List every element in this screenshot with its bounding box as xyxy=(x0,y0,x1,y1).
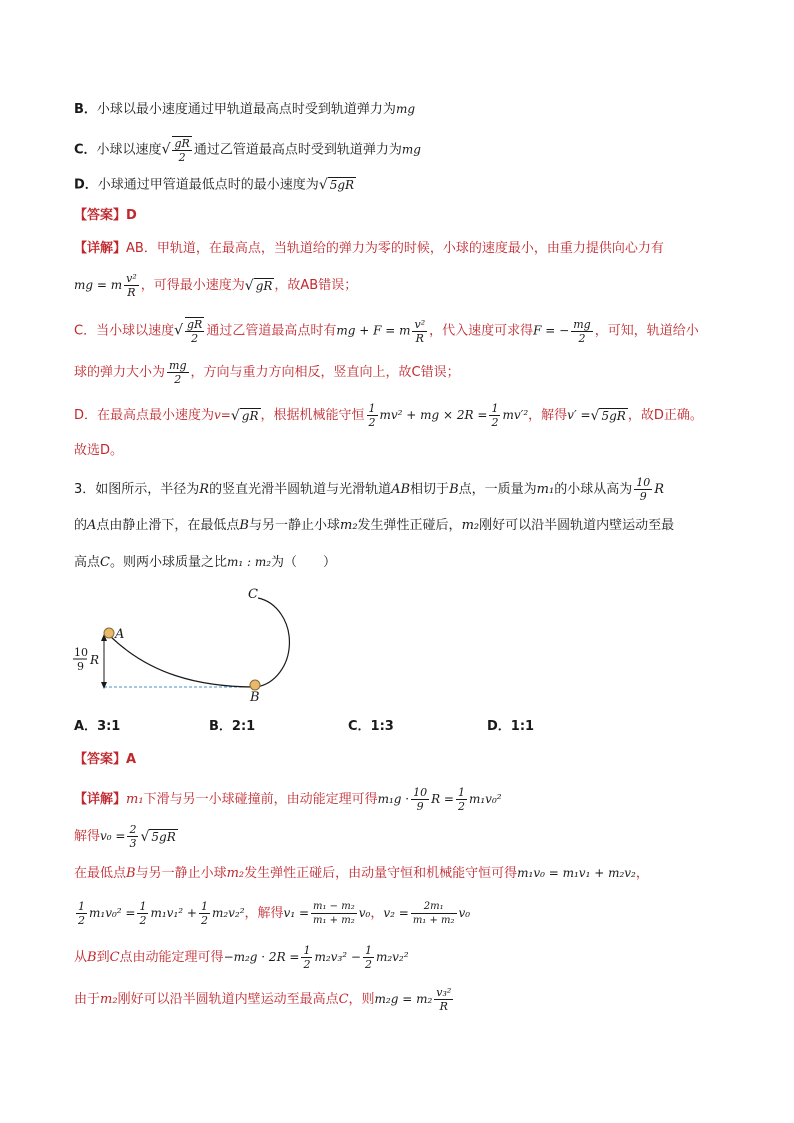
question-text: 3．如图所示，半径为 xyxy=(74,482,200,497)
frac-num: v² xyxy=(126,272,137,285)
detail-text: 点由动能定理可得 xyxy=(119,950,224,965)
math-expr: m₂g = m₂ xyxy=(374,992,433,1006)
math-expr: m₂v₂² xyxy=(375,950,409,964)
option-b xyxy=(74,98,415,121)
question-text: 为（ ） xyxy=(271,555,337,570)
height-label-num: 10 xyxy=(74,646,88,659)
frac-num: 1 xyxy=(457,786,465,799)
math-expr: m₂v₃² − xyxy=(314,950,361,964)
answer-value: A xyxy=(126,752,137,767)
frac-den: 2 xyxy=(368,416,376,429)
sqrt-expr: √ gR xyxy=(244,277,273,294)
math-var: m₂ xyxy=(100,992,118,1007)
math-var: B xyxy=(126,866,136,881)
frac-den: 2 xyxy=(457,800,465,813)
question-3-line-3 xyxy=(74,551,336,574)
frac-num: mg xyxy=(169,359,187,372)
detail-text: ，故D正确。 xyxy=(627,408,703,423)
frac-den: 2 xyxy=(78,914,85,927)
frac-den: 9 xyxy=(639,490,647,503)
detail-text: 故选D。 xyxy=(74,443,124,458)
detail-2-line-1 xyxy=(74,786,502,813)
frac-den: R xyxy=(415,331,424,345)
sqrt-expr: √ gR xyxy=(230,407,259,424)
math-expr: m₁v₀² xyxy=(468,792,502,806)
frac-den: R xyxy=(439,1000,448,1013)
frac-num: mg xyxy=(573,317,591,331)
sqrt-expr: √ $\frac{gR}{2}$ xyxy=(174,318,203,345)
math-var: B xyxy=(449,482,459,497)
detail-text: ， xyxy=(370,906,384,921)
math-expr: mg = m xyxy=(74,278,123,292)
detail-2-line-4 xyxy=(74,900,470,927)
sqrt-arg: 5gR xyxy=(329,178,355,192)
frac-num: 1 xyxy=(491,402,499,415)
detail-2-line-3 xyxy=(74,862,649,885)
label-c: C xyxy=(248,587,258,602)
question-text: 刚好可以沿半圆轨道内壁运动至最 xyxy=(479,518,675,533)
math-expr: m₁v₁² + xyxy=(150,906,197,920)
detail-tag: 【详解】 xyxy=(74,792,127,807)
math-expr: mg xyxy=(395,102,415,116)
option-text: 通过乙管道最高点时受到轨道弹力为 xyxy=(193,142,402,158)
sqrt-arg: gR xyxy=(255,278,273,293)
math-expr: v₀ xyxy=(458,906,471,920)
answer-2 xyxy=(74,749,136,771)
math-var: m₂ xyxy=(340,518,358,533)
math-expr: m₁v₀² = xyxy=(89,906,136,920)
choice-value: 1:3 xyxy=(370,719,394,734)
choice-c[interactable] xyxy=(348,716,394,738)
math-expr: m₁v₀ = m₁v₁ + m₂v₂ xyxy=(517,866,636,880)
frac-num: 1 xyxy=(368,402,376,415)
choice-label: C． xyxy=(348,719,371,734)
math-expr: m₁ : m₂ xyxy=(226,555,272,569)
detail-text: ，则 xyxy=(348,992,375,1007)
sqrt-arg: gR xyxy=(241,408,259,423)
frac-num: 10 xyxy=(636,476,651,489)
frac-den: 2 xyxy=(491,416,499,429)
detail-text: 到 xyxy=(96,950,110,965)
frac-num: 1 xyxy=(364,944,372,957)
detail-text: 下滑与另一小球碰撞前，由动能定理可得 xyxy=(143,792,378,807)
detail-text: 解得 xyxy=(74,829,101,844)
detail-1-line-3 xyxy=(74,317,699,345)
frac-den: 2 xyxy=(364,958,372,971)
frac-den: 2 xyxy=(178,151,186,164)
frac-num: v₃² xyxy=(436,986,452,999)
frac-den: 2 xyxy=(139,914,147,927)
math-expr: v₁ = xyxy=(283,906,310,920)
detail-text: 通过乙管道最高点时有 xyxy=(206,323,337,339)
detail-2-line-5 xyxy=(74,944,409,971)
math-expr: F = − xyxy=(533,323,570,338)
detail-2-line-6 xyxy=(74,986,455,1013)
frac-num: gR xyxy=(187,318,203,331)
frac-num: 1 xyxy=(200,900,208,913)
sqrt-arg: 5gR xyxy=(601,408,626,423)
math-expr: R = xyxy=(431,792,454,806)
detail-1-line-5 xyxy=(74,402,703,429)
math-expr: mv′² xyxy=(502,408,529,422)
choice-label: D． xyxy=(487,719,511,734)
option-label: D． xyxy=(74,177,98,193)
frac-den: 2 xyxy=(578,331,586,345)
question-text: 高点 xyxy=(74,555,101,570)
detail-text: ，可得最小速度为 xyxy=(140,278,245,293)
math-expr: v′ = xyxy=(567,408,591,422)
frac-num: 10 xyxy=(413,786,428,799)
sqrt-expr: √ 5gR xyxy=(590,407,626,424)
sqrt-expr: √ 5gR xyxy=(318,177,355,193)
frac-num: 1 xyxy=(78,900,85,913)
math-var: m₁ xyxy=(536,482,555,497)
detail-text: D．在最高点最小速度为 xyxy=(74,408,215,423)
math-expr: mg + F = m xyxy=(336,323,411,338)
sqrt-expr: √ $\frac{gR}{2}$ xyxy=(161,137,190,164)
ball-a xyxy=(104,628,114,638)
detail-tag: 【详解】 xyxy=(74,241,127,256)
detail-text: 发生弹性正碰后，由动量守恒和机械能守恒可得 xyxy=(244,866,518,881)
math-expr: −m₂g · 2R = xyxy=(223,950,300,964)
detail-text: C．当小球以速度 xyxy=(74,323,175,339)
frac-den: 9 xyxy=(416,800,424,813)
choice-value: 1:1 xyxy=(510,719,535,734)
question-text: 发生弹性正碰后， xyxy=(357,518,462,533)
option-d xyxy=(74,174,356,197)
detail-1-line-6 xyxy=(74,440,123,462)
math-var: R xyxy=(654,482,664,497)
question-3-line-1 xyxy=(74,476,664,503)
choice-label: B． xyxy=(209,719,232,734)
math-var: R xyxy=(199,482,210,497)
math-var: A xyxy=(87,518,97,533)
frac-num: v² xyxy=(414,317,426,331)
choice-d[interactable] xyxy=(487,716,534,738)
track-figure xyxy=(68,584,308,704)
frac-den: 2 xyxy=(191,332,199,345)
label-a: A xyxy=(115,627,125,642)
frac-den: R xyxy=(127,286,136,299)
detail-text: 刚好可以沿半圆轨道内壁运动至最高点 xyxy=(117,992,339,1007)
detail-text: ，解得 xyxy=(528,408,568,423)
question-text: 。则两小球质量之比 xyxy=(109,555,227,570)
frac-num: 1 xyxy=(303,944,311,957)
detail-text: 由于 xyxy=(74,992,101,1007)
detail-text: ，根据机械能守恒 xyxy=(260,408,365,423)
choice-value: 2:1 xyxy=(231,719,256,734)
sqrt-expr: √ 5gR xyxy=(140,828,176,845)
detail-1-line-2 xyxy=(74,272,357,299)
option-text: 小球通过甲管道最低点时的最小速度为 xyxy=(97,177,319,193)
math-expr: m₂v₂² xyxy=(211,906,245,920)
question-text: 的 xyxy=(74,518,88,533)
answer-tag: 【答案】 xyxy=(74,208,127,223)
detail-text: 从 xyxy=(74,950,88,965)
math-var: m₂ xyxy=(226,866,245,881)
detail-2-line-2 xyxy=(74,823,178,850)
detail-text: ，代入速度可求得 xyxy=(429,323,534,339)
detail-1-line-1 xyxy=(74,238,664,260)
choice-label: A． xyxy=(74,719,98,734)
detail-text: 球的弹力大小为 xyxy=(74,365,166,380)
ball-b xyxy=(250,680,260,690)
answer-tag: 【答案】 xyxy=(74,752,127,767)
math-expr: mv² + mg × 2R = xyxy=(379,408,488,422)
frac-num: gR xyxy=(174,137,190,150)
math-expr: m₁g · xyxy=(377,792,410,806)
question-text: 与另一静止小球 xyxy=(248,518,340,533)
math-var: C xyxy=(109,950,120,965)
math-expr: v₂ = xyxy=(383,906,409,920)
option-c xyxy=(74,136,421,164)
detail-text: AB．甲轨道，在最高点，当轨道给的弹力为零的时候，小球的速度最小，由重力提供向心力有 xyxy=(126,241,664,256)
arrow-head-down xyxy=(101,682,107,689)
frac-num: 2 xyxy=(129,823,137,836)
curve-ab xyxy=(108,634,256,687)
detail-text: ，方向与重力方向相反，竖直向上，故C错误； xyxy=(190,365,460,380)
math-var: AB xyxy=(391,482,411,497)
answer-value: D xyxy=(126,208,137,223)
frac-num: m₁ − m₂ xyxy=(313,901,355,912)
math-var: B xyxy=(87,950,97,965)
detail-text: ，解得 xyxy=(244,906,284,921)
frac-num: 1 xyxy=(139,900,147,913)
option-label: B． xyxy=(74,102,97,117)
math-expr: mg xyxy=(401,142,421,157)
height-label-r: R xyxy=(90,653,100,667)
math-var: m₂ xyxy=(461,518,480,533)
option-label: C． xyxy=(74,142,97,158)
question-text: 点由静止滑下，在最低点 xyxy=(96,518,240,533)
detail-text: 与另一静止小球 xyxy=(135,866,227,881)
question-text: 的小球从高为 xyxy=(554,482,633,497)
answer-1 xyxy=(74,205,137,227)
option-text: 小球以最小速度通过甲轨道最高点时受到轨道弹力为 xyxy=(96,102,396,117)
detail-1-line-4 xyxy=(74,359,460,386)
detail-text: ，可知，轨道给小 xyxy=(594,323,699,339)
choice-b[interactable] xyxy=(209,716,255,738)
frac-den: m₁ + m₂ xyxy=(412,915,455,926)
math-var: m₁ xyxy=(126,792,144,807)
question-text: 相切于 xyxy=(410,482,450,497)
detail-text: 在最低点 xyxy=(74,866,127,881)
choices-row xyxy=(74,716,724,738)
frac-den: 2 xyxy=(200,914,208,927)
detail-text: ，故AB错误； xyxy=(274,278,358,293)
question-text: 的竖直光滑半圆轨道与光滑轨道 xyxy=(209,482,392,497)
frac-den: 2 xyxy=(174,373,182,386)
choice-value: 3:1 xyxy=(97,719,121,734)
math-var: C xyxy=(338,992,349,1007)
math-var: C xyxy=(100,555,110,570)
math-expr: v= xyxy=(214,408,231,422)
math-expr: v₀ = xyxy=(100,829,126,843)
label-b: B xyxy=(250,690,260,704)
frac-den: 2 xyxy=(303,958,311,971)
option-text: 小球以速度 xyxy=(96,142,162,158)
math-expr: v₀ xyxy=(358,906,371,920)
height-label-den: 9 xyxy=(77,660,84,673)
sqrt-arg: 5gR xyxy=(151,829,176,844)
choice-a[interactable] xyxy=(74,716,120,738)
frac-den: m₁ + m₂ xyxy=(313,915,355,926)
frac-den: 3 xyxy=(129,837,137,850)
math-var: B xyxy=(239,518,249,533)
question-3-line-2 xyxy=(74,515,674,537)
frac-num: 2m₁ xyxy=(411,900,457,914)
detail-text: ， xyxy=(635,866,649,881)
semicircle-bc xyxy=(256,598,289,687)
question-text: 点，一质量为 xyxy=(458,482,537,497)
